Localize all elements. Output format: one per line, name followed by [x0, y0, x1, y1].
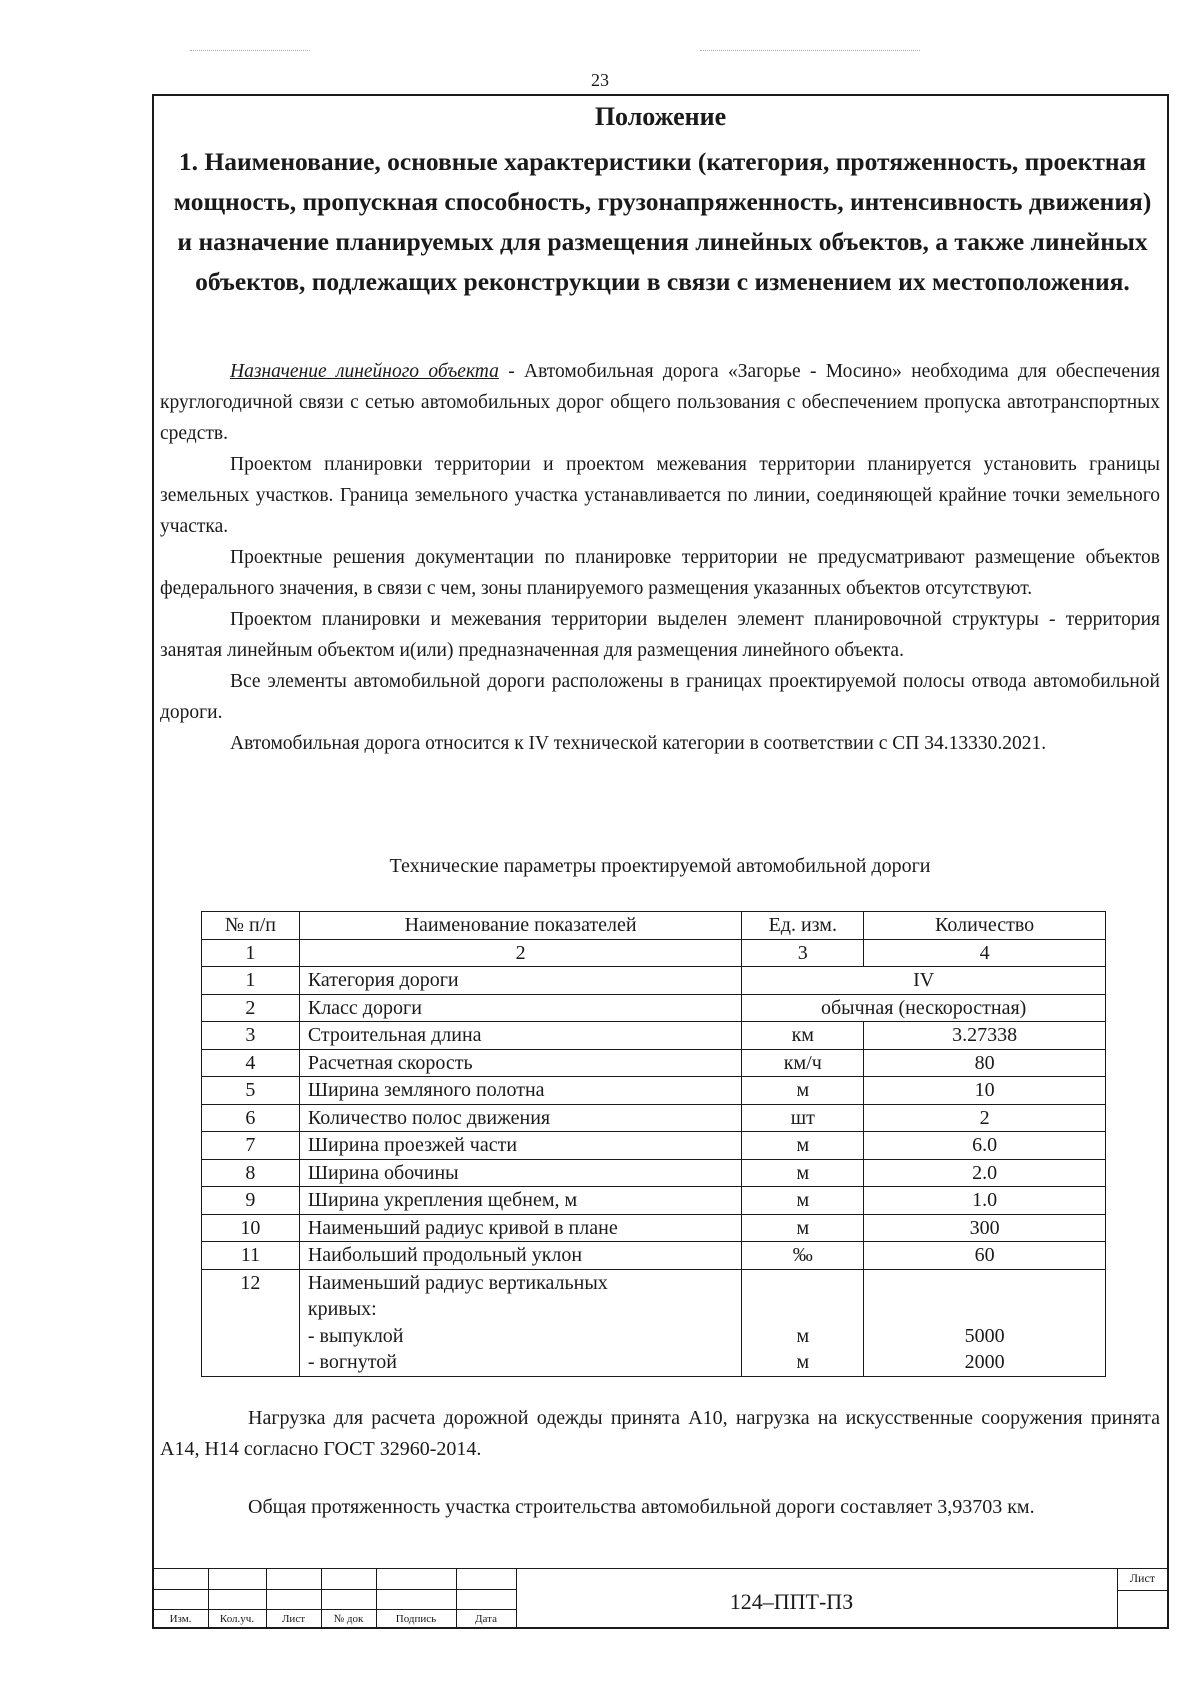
stamp-label-change: Изм. [169, 1613, 192, 1625]
row-number-cell: 5 [202, 1077, 300, 1105]
parameter-name-cell: Ширина обочины [299, 1159, 741, 1187]
header-cell: Ед. изм. [742, 912, 864, 940]
parameter-subitem: - выпуклой [307, 1324, 404, 1347]
table-caption: Технические параметры проектируемой автомобильной дороги [389, 855, 931, 877]
paragraph-length: Общая протяженность участка строительства автомобильной дороги составляет 3,93703 км. [248, 1496, 1035, 1518]
header-cell: № п/п [202, 912, 300, 940]
row-number-cell: 3 [202, 1022, 300, 1050]
unit-cell: шт [742, 1104, 864, 1132]
parameter-name-cell [299, 1269, 741, 1376]
table-header-row [202, 912, 1106, 940]
paragraph-category: Автомобильная дорога относится к IV технической категории в соответствии с СП 34.13330.2021. [230, 733, 1047, 754]
parameter-value-cell: 80 [864, 1049, 1106, 1077]
table-row [202, 967, 1106, 995]
table-row [202, 1159, 1106, 1187]
row-number-cell: 7 [202, 1132, 300, 1160]
parameter-value-cell: 60 [864, 1242, 1106, 1270]
row-number-cell: 2 [202, 994, 300, 1022]
table-row [202, 1104, 1106, 1132]
unit-cell: м [742, 1132, 864, 1160]
title-block-stamp [153, 1568, 1167, 1628]
paragraph-structure: Проектом планировки и межевания территории выделен элемент планировочной структуры - территория занятая линейным объектом и(или) предназначенная для размещения линейного объекта. [160, 609, 1160, 661]
section-heading: 1. Наименование, основные характеристики (категория, протяженность, проектная мощность, пропускная способность, грузонапряженность, интенсивность движения) и назначение планируемых для размещения линейных объектов, а также линейных объектов, подлежащих реконструкции в связи с изменением их местоположения. [173, 147, 1152, 296]
parameter-name-cell: Наименьший радиус кривой в плане [299, 1214, 741, 1242]
parameter-value-cell: IV [742, 967, 1106, 995]
column-number-cell: 4 [864, 939, 1106, 967]
parameter-name-cell: Расчетная скорость [299, 1049, 741, 1077]
body-text [160, 356, 1160, 759]
parameter-name-line: кривых: [307, 1298, 377, 1320]
row-number-cell: 8 [202, 1159, 300, 1187]
unit-cell [742, 1269, 864, 1376]
parameter-value-cell: 300 [864, 1214, 1106, 1242]
header-cell: Количество [864, 912, 1106, 940]
row-number-cell: 12 [202, 1269, 300, 1376]
parameter-name-cell: Категория дороги [299, 967, 741, 995]
unit-cell: км [742, 1022, 864, 1050]
parameter-value: 5000 [964, 1324, 1005, 1347]
table-row [202, 994, 1106, 1022]
table-row [202, 1132, 1106, 1160]
page-number: 23 [591, 70, 609, 90]
paragraph-purpose [160, 356, 1160, 449]
unit-cell: ‰ [742, 1242, 864, 1270]
parameter-value-cell: 6.0 [864, 1132, 1106, 1160]
parameter-name-line: Наименьший радиус вертикальных [307, 1271, 608, 1294]
parameter-name-cell: Ширина земляного полотна [299, 1077, 741, 1105]
unit-cell: м [742, 1159, 864, 1187]
paragraph-boundaries: Проектом планировки территории и проектом межевания территории планируется установить границы земельных участков. Граница земельного участка устанавливается по линии, соединяющей крайние точки земельного участка. [160, 454, 1160, 537]
parameter-value-cell: 1.0 [864, 1187, 1106, 1215]
parameter-value-cell [864, 1269, 1106, 1376]
parameters-table [201, 911, 1106, 1377]
table-row [202, 1214, 1106, 1242]
table-row [202, 1049, 1106, 1077]
scan-artifact [190, 50, 310, 53]
stamp-label-date: Дата [475, 1613, 497, 1625]
parameter-value: 2000 [964, 1351, 1005, 1373]
unit-value: м [796, 1351, 810, 1373]
length-text-block [160, 1492, 1160, 1523]
paragraph-federal: Проектные решения документации по планировке территории не предусматривают размещение объектов федерального значения, в связи с чем, зоны планируемого размещения указанных объектов отсутствуют. [160, 547, 1160, 599]
parameter-name-cell: Ширина проезжей части [299, 1132, 741, 1160]
stamp-label-doc: № док [333, 1613, 364, 1625]
table-row [202, 1242, 1106, 1270]
row-number-cell: 9 [202, 1187, 300, 1215]
stamp-label-sheet: Лист [281, 1613, 306, 1625]
unit-value: м [796, 1324, 810, 1347]
row-number-cell: 11 [202, 1242, 300, 1270]
header-cell: Наименование показателей [299, 912, 741, 940]
table-row [202, 1077, 1106, 1105]
row-number-cell: 1 [202, 967, 300, 995]
parameter-value-cell: 2.0 [864, 1159, 1106, 1187]
parameter-value-cell: 3.27338 [864, 1022, 1106, 1050]
load-text-block [160, 1403, 1160, 1465]
parameter-value-cell: 2 [864, 1104, 1106, 1132]
parameter-name-cell: Строительная длина [299, 1022, 741, 1050]
parameter-subitem: - вогнутой [307, 1351, 397, 1373]
stamp-label-qty: Кол.уч. [219, 1613, 255, 1625]
stamp-sheet-label: Лист [1129, 1571, 1156, 1585]
purpose-text: - Автомобильная дорога «Загорье - Мосино» необходима для обеспечения круглогодичной связи с сетью автомобильных дорог общего пользования с обеспечением пропуска автотранспортных средств. [160, 361, 1160, 444]
unit-cell: м [742, 1214, 864, 1242]
parameter-value-cell: обычная (нескоростная) [742, 994, 1106, 1022]
purpose-lead: Назначение линейного объекта [230, 361, 499, 382]
document-title: Положение [594, 102, 727, 131]
paragraph-load: Нагрузка для расчета дорожной одежды принята А10, нагрузка на искусственные сооружения принята А14, Н14 согласно ГОСТ 32960-2014. [160, 1407, 1160, 1460]
unit-cell: км/ч [742, 1049, 864, 1077]
parameter-name-cell: Наибольший продольный уклон [299, 1242, 741, 1270]
row-number-cell: 4 [202, 1049, 300, 1077]
parameter-name-cell: Количество полос движения [299, 1104, 741, 1132]
column-number-cell: 1 [202, 939, 300, 967]
column-number-cell: 2 [299, 939, 741, 967]
scan-artifact [700, 50, 920, 53]
table-row [202, 1269, 1106, 1376]
paragraph-elements: Все элементы автомобильной дороги расположены в границах проектируемой полосы отвода автомобильной дороги. [160, 671, 1160, 723]
unit-cell: м [742, 1077, 864, 1105]
parameter-value-cell: 10 [864, 1077, 1106, 1105]
unit-cell: м [742, 1187, 864, 1215]
row-number-cell: 10 [202, 1214, 300, 1242]
table-row [202, 1022, 1106, 1050]
parameter-name-cell: Ширина укрепления щебнем, м [299, 1187, 741, 1215]
table-row [202, 1187, 1106, 1215]
document-code: 124–ППТ-ПЗ [729, 1589, 854, 1614]
stamp-label-signature: Подпись [395, 1613, 437, 1625]
table-column-numbers-row [202, 939, 1106, 967]
parameter-name-cell: Класс дороги [299, 994, 741, 1022]
column-number-cell: 3 [742, 939, 864, 967]
row-number-cell: 6 [202, 1104, 300, 1132]
